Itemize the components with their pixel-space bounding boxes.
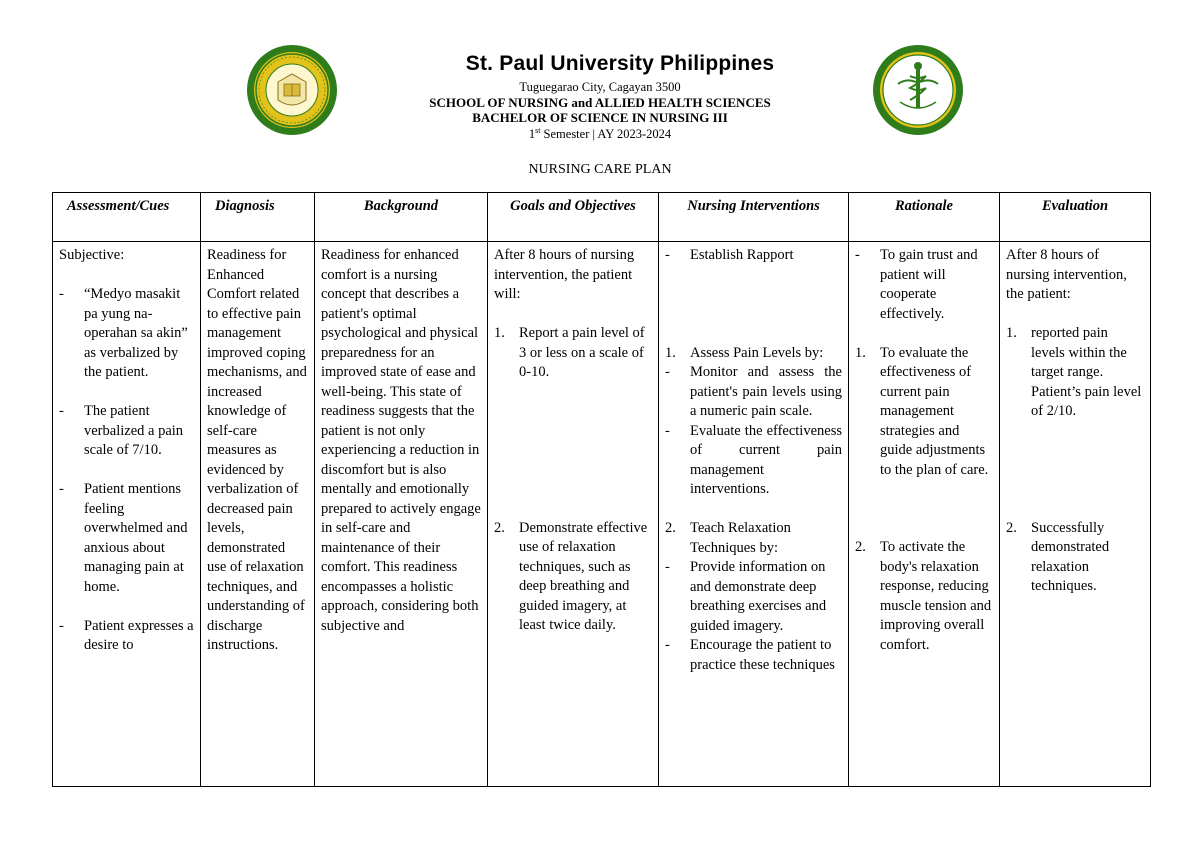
rationale-item: 1. To evaluate the effectiveness of current pain management strategies and guide adjustments to the plan of care. [855, 344, 989, 478]
header-evaluation: Evaluation [1000, 193, 1151, 242]
background-cell [315, 242, 488, 787]
goal-item: 1. Report a pain level of 3 or less on a scale of 0-10. [494, 325, 645, 380]
semester-suffix: st [535, 126, 541, 135]
intervention-subitem: - Monitor and assess the patient's pain levels using a numeric pain scale. [665, 364, 842, 419]
school-name: SCHOOL OF NURSING and ALLIED HEALTH SCIENCES [429, 95, 771, 110]
rationale-cell [849, 242, 1000, 787]
assessment-item: - Patient mentions feeling overwhelmed and anxious about managing pain at home. [59, 481, 188, 595]
evaluation-item: 1. reported pain levels within the target range. Patient’s pain level of 2/10. [1006, 325, 1142, 419]
assessment-intro: Subjective: [59, 247, 125, 263]
assessment-item: - “Medyo masakit pa yung na-operahan sa akin” as verbalized by the patient. [59, 286, 188, 380]
intervention-item: 2. Teach Relaxation Techniques by: [665, 520, 791, 556]
header-assessment: Assessment/Cues [53, 193, 201, 242]
evaluation-cell [1000, 242, 1151, 787]
header-goals: Goals and Objectives [488, 193, 659, 242]
table-row [53, 242, 1151, 787]
university-name: St. Paul University Philippines [465, 52, 775, 75]
university-address: Tuguegarao City, Cagayan 3500 [519, 80, 681, 94]
goals-cell [488, 242, 659, 787]
intervention-subitem: - Encourage the patient to practice these techniques [665, 637, 835, 673]
background-text: Readiness for enhanced comfort is a nursing concept that describes a patient's optimal psychological and physical preparedness for an improved state of ease and well-being. This state of readiness suggests that the patient is not only experiencing a reduction in discomfort but is also mentally and emotionally prepared to actively engage in self-care and maintenance of their comfort. This readiness encompasses a holistic approach, considering both subjective and [321, 247, 481, 634]
goal-item: 2. Demonstrate effective use of relaxation techniques, such as deep breathing and guided imagery, at least twice daily. [494, 519, 648, 633]
diagnosis-cell [201, 242, 315, 787]
assessment-item: - The patient verbalized a pain scale of 7/10. [59, 403, 184, 458]
table-header-row [53, 193, 1151, 242]
interventions-cell [659, 242, 849, 787]
semester-line [0, 126, 1200, 142]
document-title: NURSING CARE PLAN [528, 162, 672, 177]
intervention-rapport: - Establish Rapport [665, 247, 794, 263]
intervention-subitem: - Provide information on and demonstrate deep breathing exercises and guided imagery. [665, 559, 827, 634]
assessment-cell [53, 242, 201, 787]
rationale-item: 2. To activate the body's relaxation response, reducing muscle tension and improving overall comfort. [855, 539, 992, 653]
intervention-item: 1. Assess Pain Levels by: [665, 344, 824, 361]
assessment-item: - Patient expresses a desire to [59, 617, 194, 653]
program-name: BACHELOR OF SCIENCE IN NURSING III [472, 110, 728, 125]
intervention-subitem: - Evaluate the effectiveness of current pain management interventions. [665, 422, 842, 497]
semester-number: 1 [528, 127, 536, 142]
diagnosis-text: Readiness for Enhanced Comfort related to effective pain management improved coping mechanisms, and increased knowledge of self-care measures as evidenced by verbalization of decreased pain levels, demonstrated use of relaxation techniques, and understanding of discharge instructions. [207, 247, 307, 653]
header-rationale: Rationale [849, 193, 1000, 242]
header-diagnosis: Diagnosis [201, 193, 315, 242]
header-interventions: Nursing Interventions [659, 193, 849, 242]
rationale-rapport: - To gain trust and patient will cooperate effectively. [855, 247, 978, 322]
header-background: Background [315, 193, 488, 242]
evaluation-intro: After 8 hours of nursing intervention, the patient: [1006, 247, 1127, 302]
goals-intro: After 8 hours of nursing intervention, the patient will: [494, 247, 635, 302]
semester-rest: Semester | AY 2023-2024 [540, 127, 672, 142]
evaluation-item: 2. Successfully demonstrated relaxation techniques. [1006, 519, 1110, 594]
care-plan-table [52, 192, 1151, 787]
